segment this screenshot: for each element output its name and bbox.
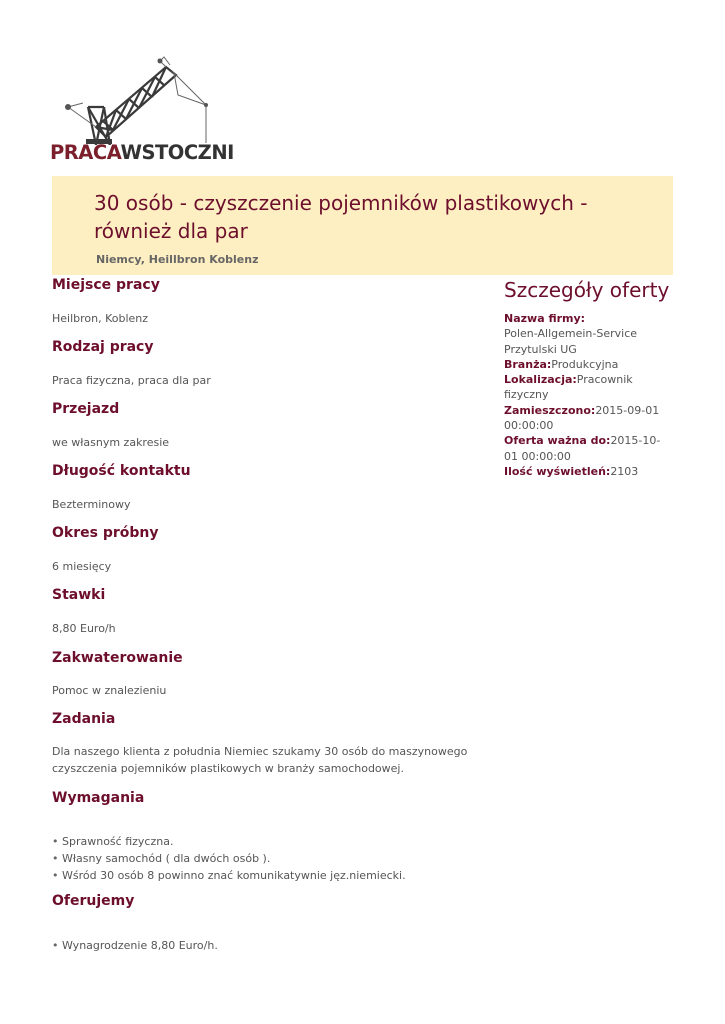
section-title-okres-probny: Okres próbny (52, 525, 159, 541)
detail-value: Pracownik fizyczny (504, 373, 633, 402)
section-title-oferujemy: Oferujemy (52, 893, 135, 909)
detail-value: 2015-09-01 00:00:00 (504, 403, 660, 433)
detail-label: Ilość wyświetleń: (504, 464, 611, 478)
section-text-stawki: 8,80 Euro/h (52, 622, 116, 635)
section-title-zakwaterowanie: Zakwaterowanie (52, 650, 183, 666)
section-text-okres-probny: 6 miesięcy (52, 560, 112, 573)
section-list-wymagania (52, 833, 522, 884)
list-item: • Sprawność fizyczna. (52, 833, 522, 850)
section-text-dlugosc-kontaktu: Bezterminowy (52, 498, 131, 511)
section-text-miejsce-pracy: Heilbron, Koblenz (52, 312, 149, 325)
details-heading: Szczegóły oferty (504, 278, 670, 302)
logo-text: PRACAWSTOCZNI (50, 141, 234, 164)
detail-label: Nazwa firmy: (504, 312, 586, 325)
section-title-zadania: Zadania (52, 711, 116, 727)
detail-value: Polen-Allgemein-Service Przytulski UG (504, 327, 638, 356)
job-location: Niemcy, Heillbron Koblenz (96, 253, 259, 266)
section-title-stawki: Stawki (52, 587, 106, 603)
section-title-dlugosc-kontaktu: Długość kontaktu (52, 463, 191, 479)
section-text-przejazd: we własnym zakresie (52, 436, 170, 449)
crane-icon (58, 55, 218, 145)
list-item: • Wynagrodzenie 8,80 Euro/h. (52, 937, 522, 954)
detail-label: Branża: (504, 357, 552, 371)
job-title: 30 osób - czyszczenie pojemników plastikowych - również dla par (94, 191, 588, 243)
section-text-zadania: Dla naszego klienta z południa Niemiec szukamy 30 osób do maszynowego czyszczenia pojemników plastikowych w branży samochodowej. (52, 745, 468, 775)
section-title-miejsce-pracy: Miejsce pracy (52, 277, 160, 293)
section-list-oferujemy (52, 937, 522, 954)
list-item: • Własny samochód ( dla dwóch osób ). (52, 850, 522, 867)
detail-value: Produkcyjna (551, 357, 619, 371)
section-text-rodzaj-pracy: Praca fizyczna, praca dla par (52, 374, 211, 387)
site-logo[interactable] (48, 55, 238, 170)
detail-value: 2015-10-01 00:00:00 (504, 434, 661, 463)
detail-views (504, 464, 669, 479)
detail-value: 2103 (610, 464, 639, 478)
section-title-rodzaj-pracy: Rodzaj pracy (52, 339, 154, 355)
list-item: • Wśród 30 osób 8 powinno znać komunikatywnie jęz.niemiecki. (52, 867, 522, 884)
job-header (52, 176, 673, 275)
detail-valid (504, 433, 669, 464)
detail-location (504, 372, 669, 403)
section-title-przejazd: Przejazd (52, 401, 120, 417)
section-text-zakwaterowanie: Pomoc w znalezieniu (52, 684, 167, 697)
details-list (504, 311, 669, 479)
detail-posted (504, 403, 669, 434)
detail-industry (504, 357, 669, 372)
detail-company (504, 311, 669, 357)
detail-label: Zamieszczono: (504, 403, 596, 417)
detail-label: Oferta ważna do: (504, 434, 611, 448)
section-title-wymagania: Wymagania (52, 790, 145, 806)
detail-label: Lokalizacja: (504, 373, 577, 387)
